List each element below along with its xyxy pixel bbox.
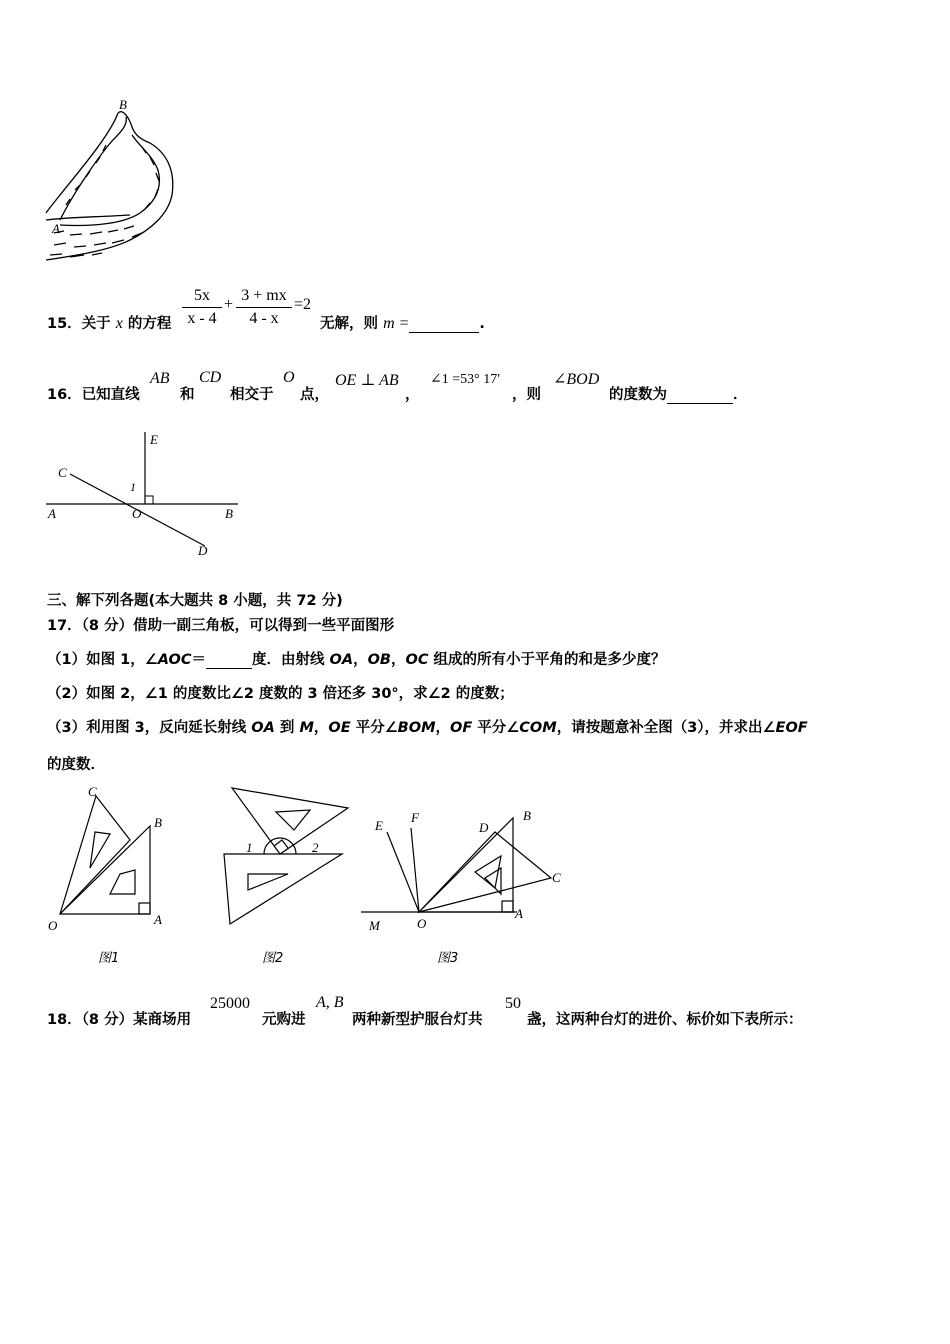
fig3-right-angle <box>502 901 513 912</box>
q16-point-o: O <box>283 369 295 386</box>
q15-text-pre: 关于 <box>81 316 111 332</box>
q17-p1-text-b: ＝ <box>191 652 206 668</box>
fig3-label-a: A <box>515 906 523 921</box>
q16-period: ． <box>733 387 748 403</box>
q18-text-3: 两种新型护服台灯共 <box>352 1012 483 1028</box>
q15-fraction-2 <box>236 287 292 328</box>
river-shape <box>46 112 173 260</box>
q15-text-post: 无解，则 <box>320 316 378 332</box>
fig2-label-2: 2 <box>312 840 319 855</box>
q17-p1-ray-oa: OA <box>329 652 354 668</box>
q17-p3-angle-bom: ∠BOM <box>384 720 436 736</box>
q15-number: 15． <box>47 316 82 332</box>
fig3-triangle-inner-1 <box>475 856 501 888</box>
fig3-label-f: F <box>411 810 419 825</box>
q17-part-3 <box>47 716 808 737</box>
q17-p3-angle-com: ∠COM <box>506 720 557 736</box>
q17-p1-text-c: 度．由射线 <box>251 652 330 668</box>
q17-p3-text-d: 平分 <box>350 720 385 736</box>
q17-header: 17．（8 分）借助一副三角板，可以得到一些平面图形 <box>47 618 395 634</box>
q15-frac2-denominator: 4 - x <box>236 307 292 328</box>
fig1-caption: 图1 <box>98 951 120 966</box>
q17-p1-text-f: 组成的所有小于平角的和是多少度？ <box>428 652 666 668</box>
q17-p1-ray-ob: OB <box>367 652 391 668</box>
q17-p3-text-b: 到 <box>274 720 300 736</box>
q17-p3-ray-oa: OA <box>251 720 275 736</box>
q18-text-4: 盏，这两种台灯的进价、标价如下表所示： <box>527 1012 803 1028</box>
q17-figure-3 <box>355 782 575 967</box>
q15-period: . <box>479 316 485 332</box>
q18-text-1: （8 分）某商场用 <box>81 1012 192 1028</box>
q15-m-equals: m = <box>383 315 410 332</box>
q17-figure-1 <box>40 782 180 967</box>
q18-lead <box>47 1008 191 1029</box>
q17-p1-ray-oc: OC <box>405 652 429 668</box>
river-figure <box>40 95 190 275</box>
q15-frac1-denominator: x - 4 <box>182 307 222 328</box>
label-a: A <box>48 506 56 521</box>
q18-text-2: 元购进 <box>262 1012 306 1028</box>
q16-answer-blank[interactable] <box>667 387 733 404</box>
q17-p3-ray-of: OF <box>450 720 473 736</box>
q15-text-mid: 的方程 <box>127 316 172 332</box>
fig1-label-b: B <box>154 815 162 830</box>
q17-p3-ray-oe: OE <box>328 720 351 736</box>
fig2-triangle-top-inner <box>276 810 310 830</box>
q16-text-3: 相交于 <box>230 387 274 403</box>
q16-line-ab: AB <box>150 370 170 387</box>
q17-p3-angle-eof: ∠EOF <box>762 720 808 736</box>
q16-text-5: ，则 <box>512 387 541 403</box>
fig3-label-d: D <box>479 820 489 835</box>
label-e: E <box>150 432 158 447</box>
label-o: O <box>132 506 142 521</box>
q15-frac2-numerator: 3 + mx <box>241 287 287 304</box>
q17-p3-text-h: 的度数． <box>47 757 105 773</box>
river-label-b: B <box>119 97 127 112</box>
q16-text-6: 的度数为 <box>609 387 667 403</box>
fig1-right-angle <box>139 903 150 914</box>
q17-p1-text-d: ， <box>353 652 368 668</box>
fig3-ray-oe <box>387 832 419 912</box>
q18-count: 50 <box>505 995 521 1012</box>
fig3-ray-of <box>411 828 419 912</box>
q16-perpendicular: OE ⊥ AB <box>335 372 399 389</box>
fig1-label-c: C <box>88 784 97 799</box>
q18-amount: 25000 <box>210 995 250 1012</box>
label-b: B <box>225 506 233 521</box>
q15-fraction-1 <box>182 287 222 328</box>
q16-comma: ， <box>405 387 420 403</box>
q16-text-1: 已知直线 <box>81 387 140 403</box>
fig1-triangle-inner-2 <box>110 870 135 894</box>
section-3-title: 三、解下列各题(本大题共 8 小题，共 72 分) <box>47 593 343 609</box>
q17-part-2: （2）如图 2，∠1 的度数比∠2 度数的 3 倍还多 30°，求∠2 的度数； <box>47 686 514 702</box>
fig3-label-b: B <box>523 808 531 823</box>
fig3-label-c: C <box>552 870 561 885</box>
q17-p3-text-g: ，请按题意补全图（3），并求出 <box>556 720 763 736</box>
q16-figure <box>40 428 250 563</box>
q17-p1-text-e: ， <box>391 652 406 668</box>
q15-line <box>47 312 171 333</box>
q17-p1-text-a: （1）如图 1， <box>47 652 145 668</box>
right-angle-mark <box>145 496 153 504</box>
fig1-triangle-inner-1 <box>90 832 110 868</box>
q16-angle-1: ∠1 =53° 17′ <box>430 372 501 387</box>
fig3-triangle-large <box>419 832 551 912</box>
fig2-triangle-bottom <box>224 854 342 924</box>
q16-line-cd: CD <box>199 369 222 386</box>
fig1-label-o: O <box>48 918 58 933</box>
q18-number: 18． <box>47 1012 82 1028</box>
q16-number-and-text <box>47 383 140 404</box>
q17-p1-angle-aoc: ∠AOC <box>144 652 192 668</box>
q15-plus: + <box>224 296 234 313</box>
fig3-label-o: O <box>417 916 427 931</box>
fig2-label-1: 1 <box>246 840 253 855</box>
fig3-label-e: E <box>375 818 383 833</box>
q15-equals: =2 <box>294 296 312 313</box>
q17-part-1 <box>47 648 666 669</box>
q17-p3-text-c: ， <box>313 720 329 736</box>
fig1-label-a: A <box>154 912 162 927</box>
q15-tail <box>320 312 485 333</box>
q18-types-ab: A, B <box>316 994 344 1011</box>
label-c: C <box>58 465 67 480</box>
q16-number: 16． <box>47 387 82 403</box>
river-label-a: A <box>52 221 60 236</box>
q17-p3-text-f: 平分 <box>472 720 507 736</box>
q17-p1-answer-blank[interactable] <box>206 652 252 669</box>
fig2-right-angle <box>274 840 288 848</box>
label-1: 1 <box>130 480 136 494</box>
q17-p3-text-a: （3）利用图 3，反向延长射线 <box>47 720 252 736</box>
label-d: D <box>198 543 208 558</box>
q16-angle-bod: ∠BOD <box>553 371 600 388</box>
q15-var-x: x <box>115 315 123 332</box>
q16-text-4: 点， <box>300 387 329 403</box>
fig2-caption: 图2 <box>262 951 284 966</box>
q17-p3-text-e: ， <box>435 720 450 736</box>
q17-figure-2 <box>218 782 358 967</box>
q16-tail <box>609 383 748 404</box>
fig2-triangle-bottom-inner <box>248 874 288 890</box>
q15-answer-blank[interactable] <box>409 316 479 333</box>
q15-frac1-numerator: 5x <box>194 287 210 304</box>
fig3-caption: 图3 <box>437 951 459 966</box>
q16-text-2: 和 <box>180 387 195 403</box>
q17-p3-point-m: M <box>299 720 314 736</box>
fig3-label-m: M <box>369 918 380 933</box>
